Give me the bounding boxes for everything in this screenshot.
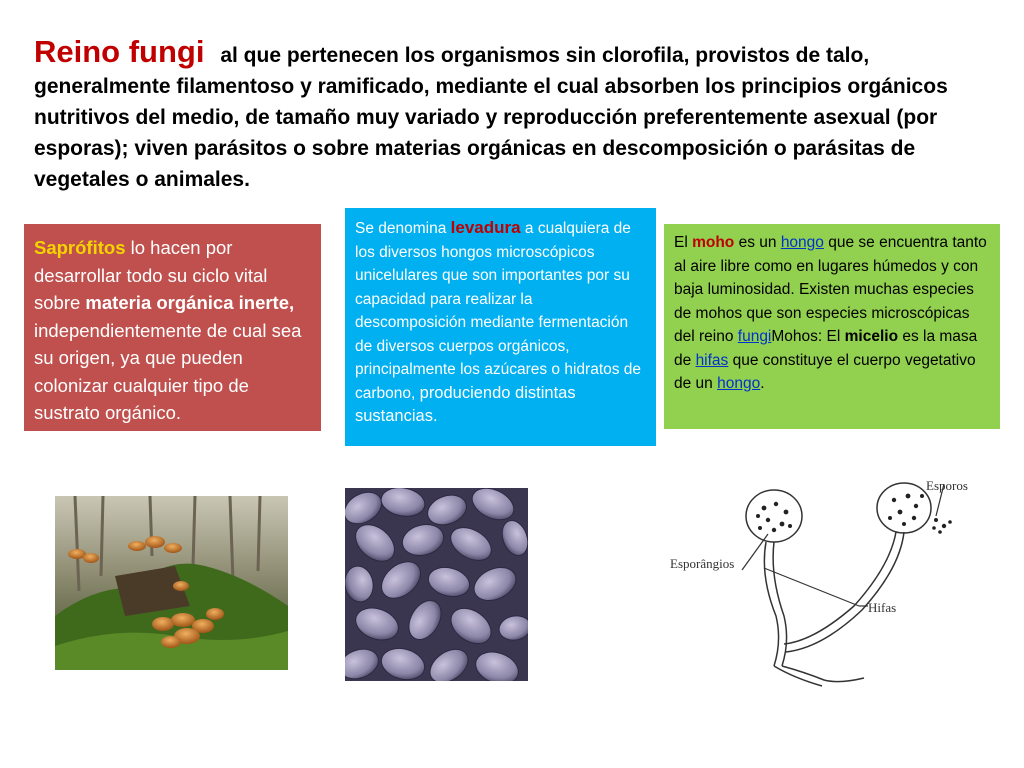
moho-text-1: El: [674, 234, 693, 251]
levadura-text-3: produciendo distintas sustancias.: [355, 383, 576, 425]
mushrooms-photo: [55, 496, 288, 670]
link-fungi[interactable]: fungi: [737, 328, 772, 345]
saprofitos-box: [24, 224, 321, 431]
moho-micelio-term: micelio: [844, 328, 899, 345]
slide-title: [34, 36, 994, 195]
moho-text-7: .: [760, 375, 765, 392]
label-esporangios: Esporângios: [670, 556, 735, 571]
moho-text-6: que constituye el cuerpo vegetativo de un: [674, 351, 976, 392]
levadura-text-2: a cualquiera de los diversos hongos microscópicos unicelulares que son importantes por su capacidad para realizar la descomposición mediante fermentación de diversos cuerpos orgánicos, principalmente los azúcares o hidratos de carbono,: [355, 220, 642, 402]
yeast-micrograph: [345, 488, 528, 681]
title-text: al que pertenecen los organismos sin clorofila, provistos de talo, generalmente filamentoso y ramificado, mediante el cual absorben los principios orgánicos nutritivos del medio, de tamaño muy variado y reproducción preferentemente asexual (por esporas); viven parásitos o sobre materias orgánicas en descomposición o parásitas de vegetales o animales.: [34, 44, 948, 191]
title-main: Reino fungi: [34, 34, 205, 69]
label-esporos: Esporos: [926, 478, 968, 493]
moho-text-4: Mohos: El: [771, 328, 845, 345]
saprofitos-text-1: lo hacen por desarrollar todo su ciclo vital sobre: [34, 237, 268, 313]
moho-text-2: es un: [734, 234, 781, 251]
levadura-text-1: Se denomina: [355, 220, 451, 237]
saprofitos-bold-1: materia orgánica inerte,: [85, 292, 295, 313]
hyphae-diagram: [664, 466, 1004, 688]
saprofitos-text-2: independientemente de cual sea su origen, ya que pueden colonizar cualquier tipo de sustrato orgánico.: [34, 319, 302, 423]
levadura-term: levadura: [450, 218, 521, 237]
link-hongo-2[interactable]: hongo: [717, 375, 761, 392]
link-hongo-1[interactable]: hongo: [780, 234, 824, 251]
label-hifas: Hifas: [868, 600, 897, 615]
saprofitos-term: Saprófitos: [34, 237, 126, 258]
moho-box: [664, 224, 1000, 429]
moho-term: moho: [692, 234, 735, 251]
moho-text-5: es la masa de: [674, 328, 978, 369]
moho-text-3: que se encuentra tanto al aire libre como en lugares húmedos y con baja luminosidad. Existen muchas especies de mohos que son especies microscópicas del reino: [674, 234, 987, 345]
levadura-box: [345, 208, 656, 446]
link-hifas[interactable]: hifas: [695, 351, 729, 369]
